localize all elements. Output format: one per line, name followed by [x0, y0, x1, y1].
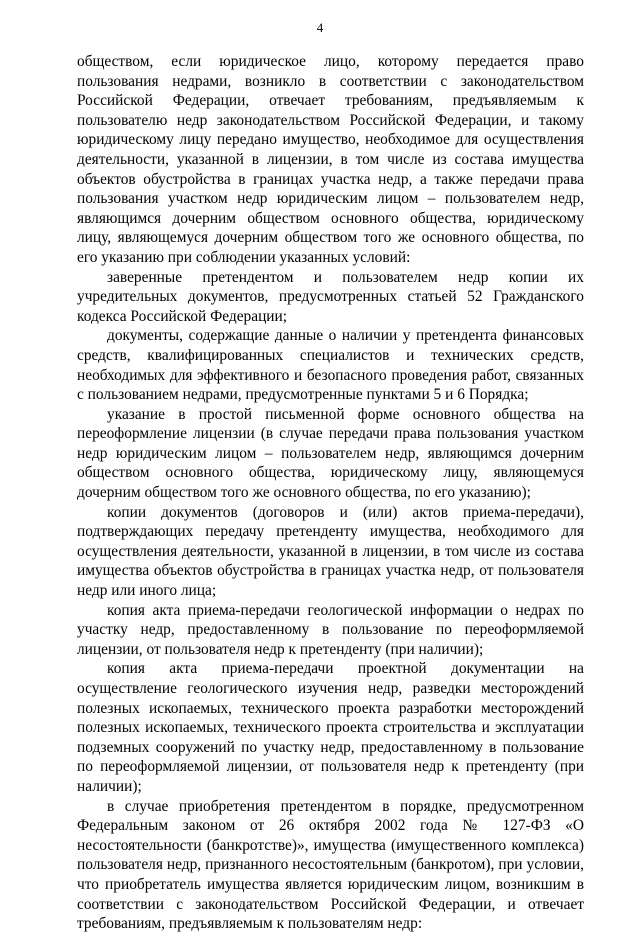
- paragraph-bankruptcy-acquisition: в случае приобретения претендентом в порядке, предусмотренном Федеральным законом от 26 октября 2002 года № 127-ФЗ «О несостоятельности (банкротстве)», имущества (имущественного комплекса) пользователя недр, признанного несостоятельным (банкротом), при условии, что приобретатель имущества является юридическим лицом, возникшим в соответствии с законодательством Российской Федерации, и отвечает требованиям, предъявляемым к пользователям недр:: [77, 797, 584, 933]
- paragraph-financial-documents: документы, содержащие данные о наличии у претендента финансовых средств, квалифицированных специалистов и технических средств, необходимых для эффективного и безопасного проведения работ, связанных с пользованием недрами, предусмотренные пунктами 5 и 6 Порядка;: [77, 327, 584, 404]
- paragraph-continuation: обществом, если юридическое лицо, которому передается право пользования недрами, возникло в соответствии с законодательством Российской Федерации, отвечает требованиям, предъявляемым к пользователю недр законодательством Российской Федерации, и такому юридическому лицу передано имущество, необходимое для осуществления деятельности, указанной в лицензии, в том числе из состава имущества объектов обустройства в границах участка недр, а также передачи права пользования участком недр юридическим лицом – пользователем недр, являющимся дочерним обществом основного общества, юридическому лицу, являющемуся дочерним обществом того же основного общества, по его указанию при соблюдении указанных условий:: [77, 53, 584, 266]
- document-body: [77, 52, 584, 934]
- paragraph-property-transfer-copies: копии документов (договоров и (или) актов приема-передачи), подтверждающих передачу претенденту имущества, необходимого для осуществления деятельности, указанной в лицензии, в том числе из состава имущества объектов обустройства в границах участка недр, от пользователя недр или иного лица;: [77, 503, 584, 600]
- paragraph-parent-company-instruction: указание в простой письменной форме основного общества на переоформление лицензии (в случае передачи права пользования участком недр юридическим лицом – пользователем недр, являющимся дочерним обществом основного общества, юридическому лицу, являющемуся дочерним обществом того же основного общества, по его указанию);: [77, 405, 584, 502]
- paragraph-project-documentation-act: копия акта приема-передачи проектной документации на осуществление геологического изучения недр, разведки месторождений полезных ископаемых, технического проекта разработки месторождений полезных ископаемых, технического проекта строительства и эксплуатации подземных сооружений по участку недр, предоставленному в пользование по переоформляемой лицензии, от пользователя недр к претенденту (при наличии);: [77, 660, 584, 795]
- page-number: 4: [316, 20, 324, 35]
- paragraph-founding-documents: заверенные претендентом и пользователем недр копии их учредительных документов, предусмотренных статьей 52 Гражданского кодекса Российской Федерации;: [77, 268, 584, 325]
- paragraph-geological-info-act: копия акта приема-передачи геологической информации о недрах по участку недр, предоставленному в пользование по переоформляемой лицензии, от пользователя недр к претенденту (при наличии);: [77, 601, 584, 658]
